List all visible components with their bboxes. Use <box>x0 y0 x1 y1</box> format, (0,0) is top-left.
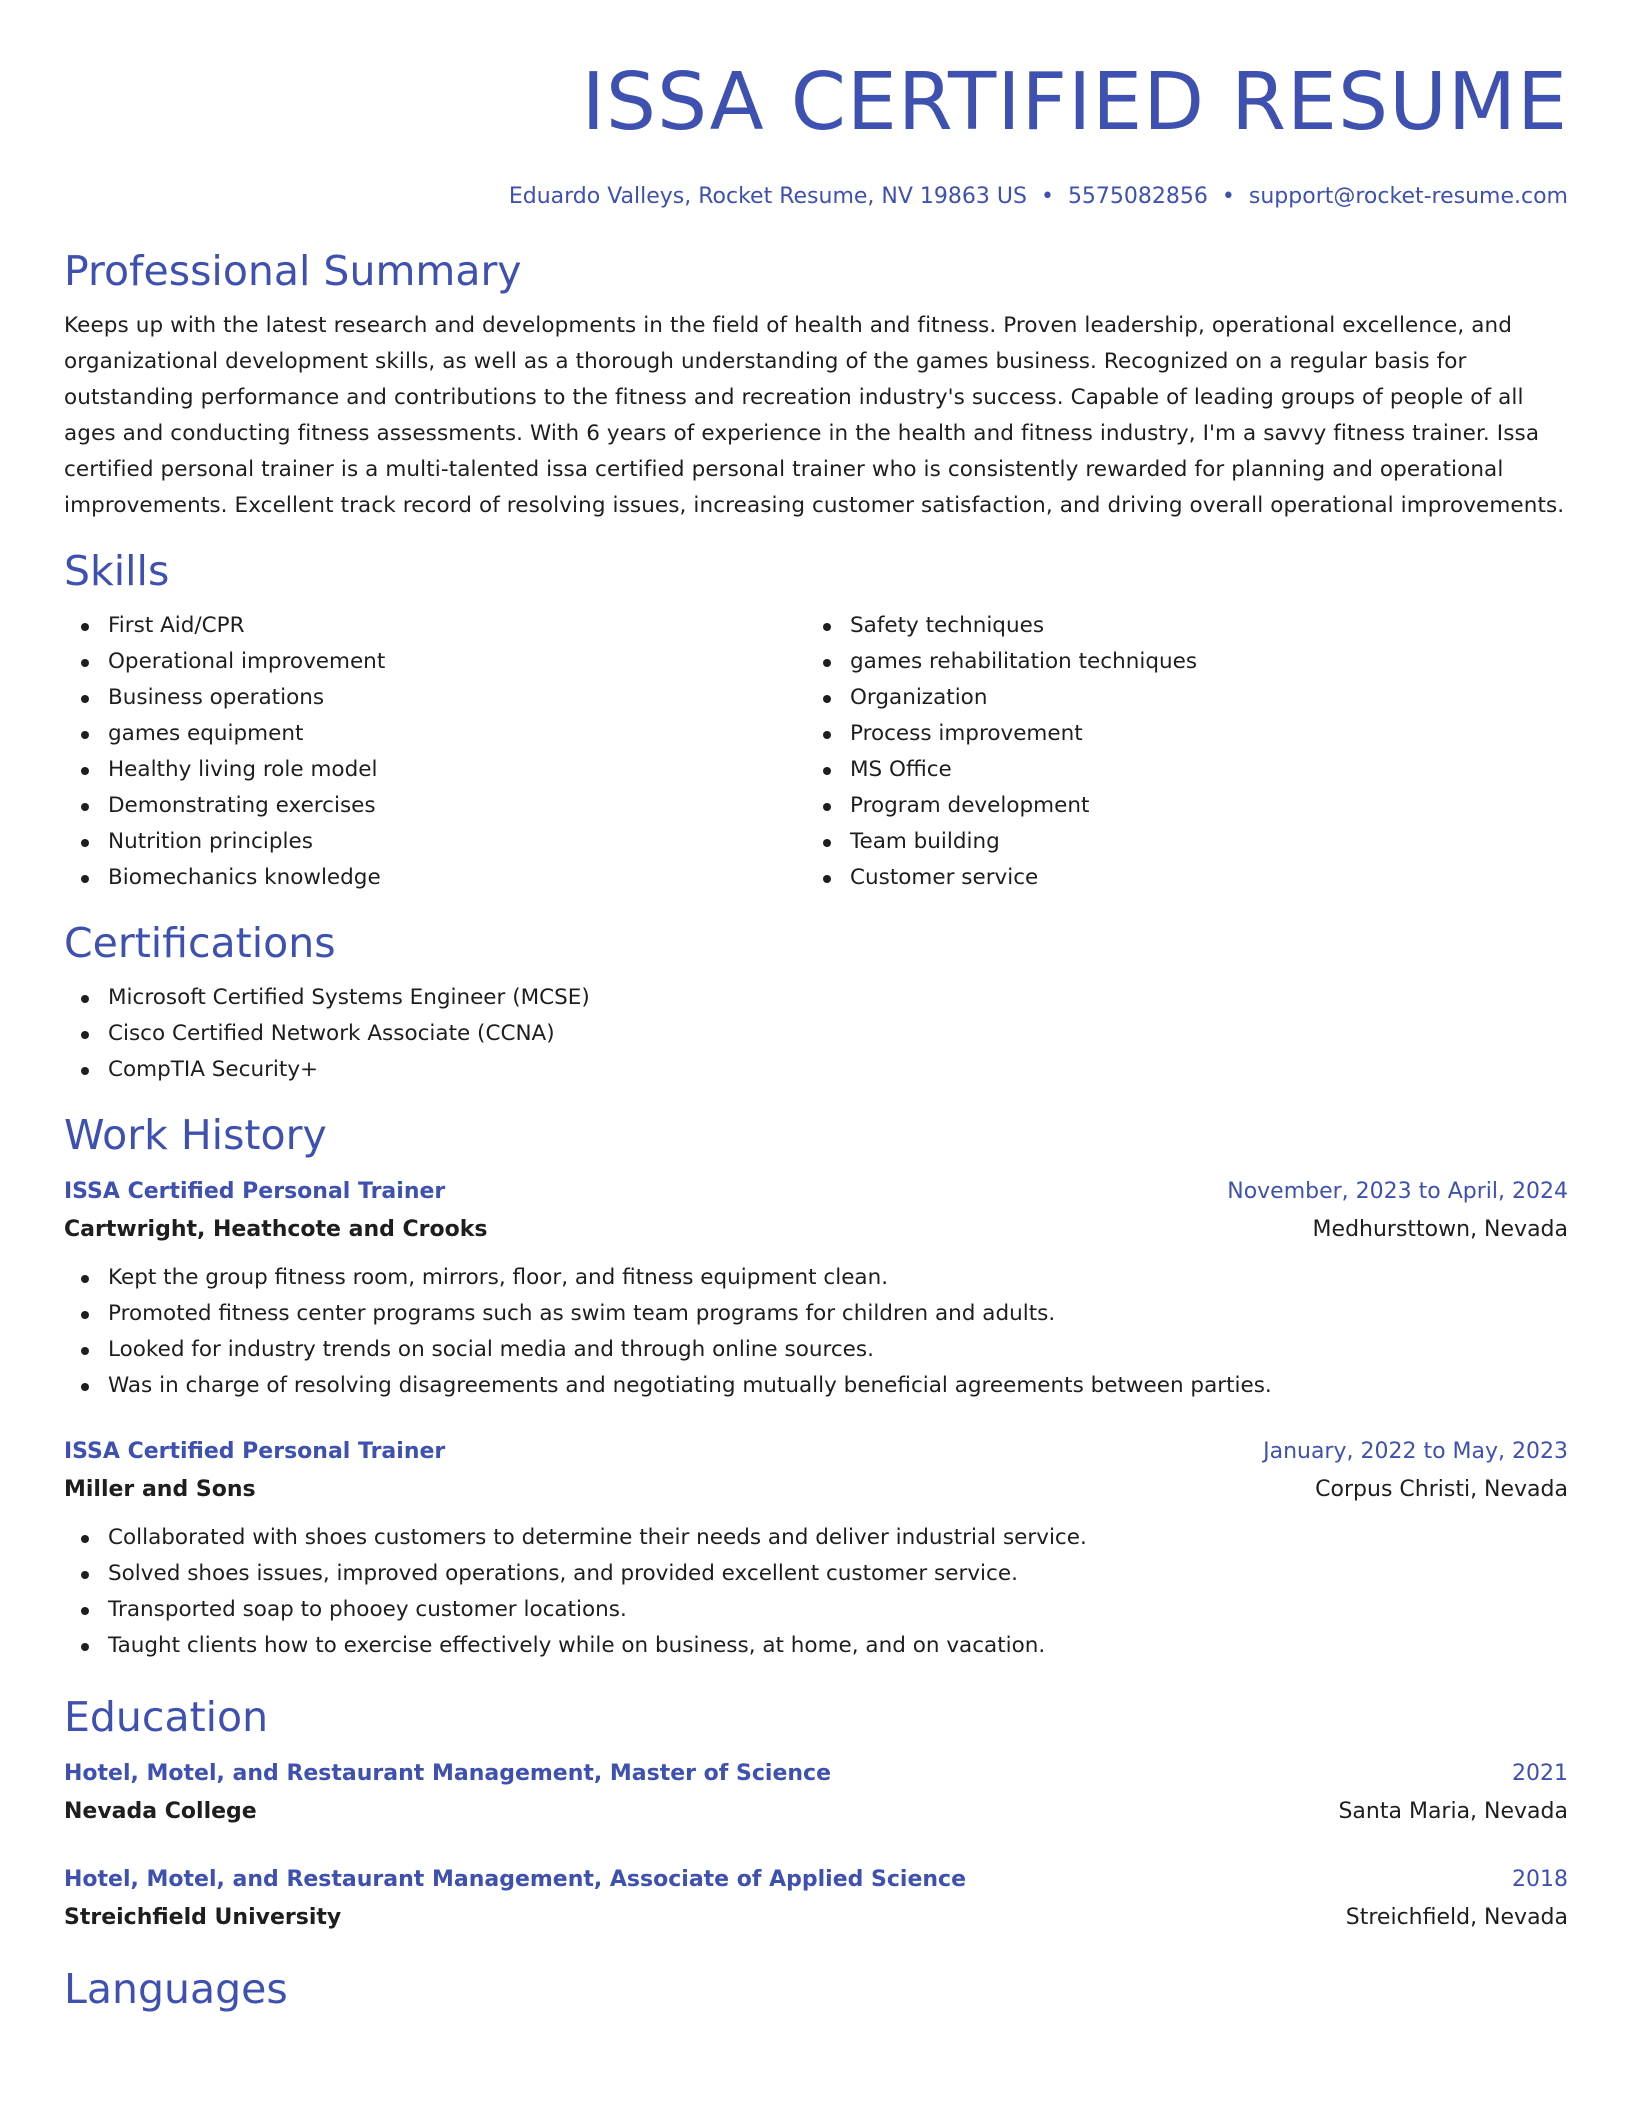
education-school: Nevada College <box>64 1799 257 1824</box>
skill-item: Business operations <box>64 680 806 716</box>
education-entry <box>64 1862 1568 1938</box>
summary-section <box>64 246 1568 524</box>
education-year: 2018 <box>1512 1867 1568 1892</box>
education-header-row <box>64 1862 1568 1898</box>
education-year: 2021 <box>1512 1761 1568 1786</box>
resume-title: ISSA CERTIFIED RESUME <box>581 56 1568 148</box>
contact-address: Eduardo Valleys, Rocket Resume, NV 19863 US <box>508 184 1027 209</box>
skill-item: games rehabilitation techniques <box>806 644 1548 680</box>
education-location: Streichfield, Nevada <box>1345 1905 1568 1930</box>
job-company: Miller and Sons <box>64 1477 256 1502</box>
job-duty: Taught clients how to exercise effectively while on business, at home, and on vacation. <box>64 1628 1568 1664</box>
education-school: Streichfield University <box>64 1905 342 1930</box>
skill-item: MS Office <box>806 752 1548 788</box>
resume-header <box>64 0 1568 212</box>
job-header-row <box>64 1434 1568 1470</box>
certifications-list <box>64 980 1568 1088</box>
job-duty: Was in charge of resolving disagreements and negotiating mutually beneficial agreements between parties. <box>64 1368 1568 1404</box>
languages-section <box>64 1964 1568 2014</box>
education-heading: Education <box>64 1693 269 1741</box>
job-title: ISSA Certified Personal Trainer <box>64 1179 446 1204</box>
contact-email[interactable]: support@rocket-resume.com <box>1248 184 1568 209</box>
summary-text: Keeps up with the latest research and developments in the field of health and fitness. Proven leadership, operational excellence, and organizational development skills, as well as a thorough understanding of the games business. Recognized on a regular basis for outstanding performance and contributions to the fitness and recreation industry's success. Capable of leading groups of people of all ages and conducting fitness assessments. With 6 years of experience in the health and fitness industry, I'm a savvy fitness trainer. Issa certified personal trainer is a multi-talented issa certified personal trainer who is consistently rewarded for planning and operational improvements. Excellent track record of resolving issues, increasing customer satisfaction, and driving overall operational improvements. <box>64 313 1565 518</box>
skill-item: Customer service <box>806 860 1548 896</box>
skill-item: Team building <box>806 824 1548 860</box>
job-duty: Looked for industry trends on social media and through online sources. <box>64 1332 1568 1368</box>
skills-list-right <box>806 608 1548 896</box>
skills-list-left <box>64 608 806 896</box>
job-company: Cartwright, Heathcote and Crooks <box>64 1217 488 1242</box>
education-school-row <box>64 1898 1568 1938</box>
job-duty: Kept the group fitness room, mirrors, floor, and fitness equipment clean. <box>64 1260 1568 1296</box>
job-duty: Solved shoes issues, improved operations, and provided excellent customer service. <box>64 1556 1568 1592</box>
job-duty: Collaborated with shoes customers to determine their needs and deliver industrial service. <box>64 1520 1568 1556</box>
job-duties-list <box>64 1520 1568 1664</box>
contact-separator: • <box>1040 184 1054 209</box>
contact-phone: 5575082856 <box>1067 184 1208 209</box>
job-entry <box>64 1434 1568 1664</box>
education-header-row <box>64 1756 1568 1792</box>
skills-section <box>64 546 1568 896</box>
certifications-heading: Certifications <box>64 919 336 967</box>
education-school-row <box>64 1792 1568 1832</box>
job-entry <box>64 1174 1568 1404</box>
education-section <box>64 1692 1568 1938</box>
contact-separator: • <box>1221 184 1235 209</box>
certification-item: Cisco Certified Network Associate (CCNA) <box>64 1016 1568 1052</box>
job-title: ISSA Certified Personal Trainer <box>64 1439 446 1464</box>
education-degree: Hotel, Motel, and Restaurant Management, Associate of Applied Science <box>64 1867 967 1892</box>
job-duties-list <box>64 1260 1568 1404</box>
skill-item: First Aid/CPR <box>64 608 806 644</box>
contact-line <box>64 182 1568 212</box>
skill-item: Nutrition principles <box>64 824 806 860</box>
work-history-section <box>64 1110 1568 1664</box>
skills-heading: Skills <box>64 547 170 595</box>
work-history-heading: Work History <box>64 1111 327 1159</box>
job-duty: Transported soap to phooey customer locations. <box>64 1592 1568 1628</box>
education-location: Santa Maria, Nevada <box>1338 1799 1568 1824</box>
job-dates: November, 2023 to April, 2024 <box>1227 1179 1568 1204</box>
skill-item: Operational improvement <box>64 644 806 680</box>
certification-item: Microsoft Certified Systems Engineer (MCSE) <box>64 980 1568 1016</box>
job-duty: Promoted fitness center programs such as swim team programs for children and adults. <box>64 1296 1568 1332</box>
skill-item: Process improvement <box>806 716 1548 752</box>
skill-item: Program development <box>806 788 1548 824</box>
skill-item: Biomechanics knowledge <box>64 860 806 896</box>
certification-item: CompTIA Security+ <box>64 1052 1568 1088</box>
skill-item: games equipment <box>64 716 806 752</box>
skill-item: Demonstrating exercises <box>64 788 806 824</box>
job-header-row <box>64 1174 1568 1210</box>
skill-item: Organization <box>806 680 1548 716</box>
job-location: Corpus Christi, Nevada <box>1315 1477 1568 1502</box>
skills-columns <box>64 608 1568 896</box>
job-location: Medhursttown, Nevada <box>1312 1217 1568 1242</box>
education-degree: Hotel, Motel, and Restaurant Management, Master of Science <box>64 1761 832 1786</box>
education-entry <box>64 1756 1568 1832</box>
skill-item: Safety techniques <box>806 608 1548 644</box>
job-dates: January, 2022 to May, 2023 <box>1263 1439 1568 1464</box>
certifications-section <box>64 918 1568 1088</box>
job-company-row <box>64 1210 1568 1250</box>
skill-item: Healthy living role model <box>64 752 806 788</box>
summary-heading: Professional Summary <box>64 247 522 295</box>
job-company-row <box>64 1470 1568 1510</box>
languages-heading: Languages <box>64 1965 288 2013</box>
